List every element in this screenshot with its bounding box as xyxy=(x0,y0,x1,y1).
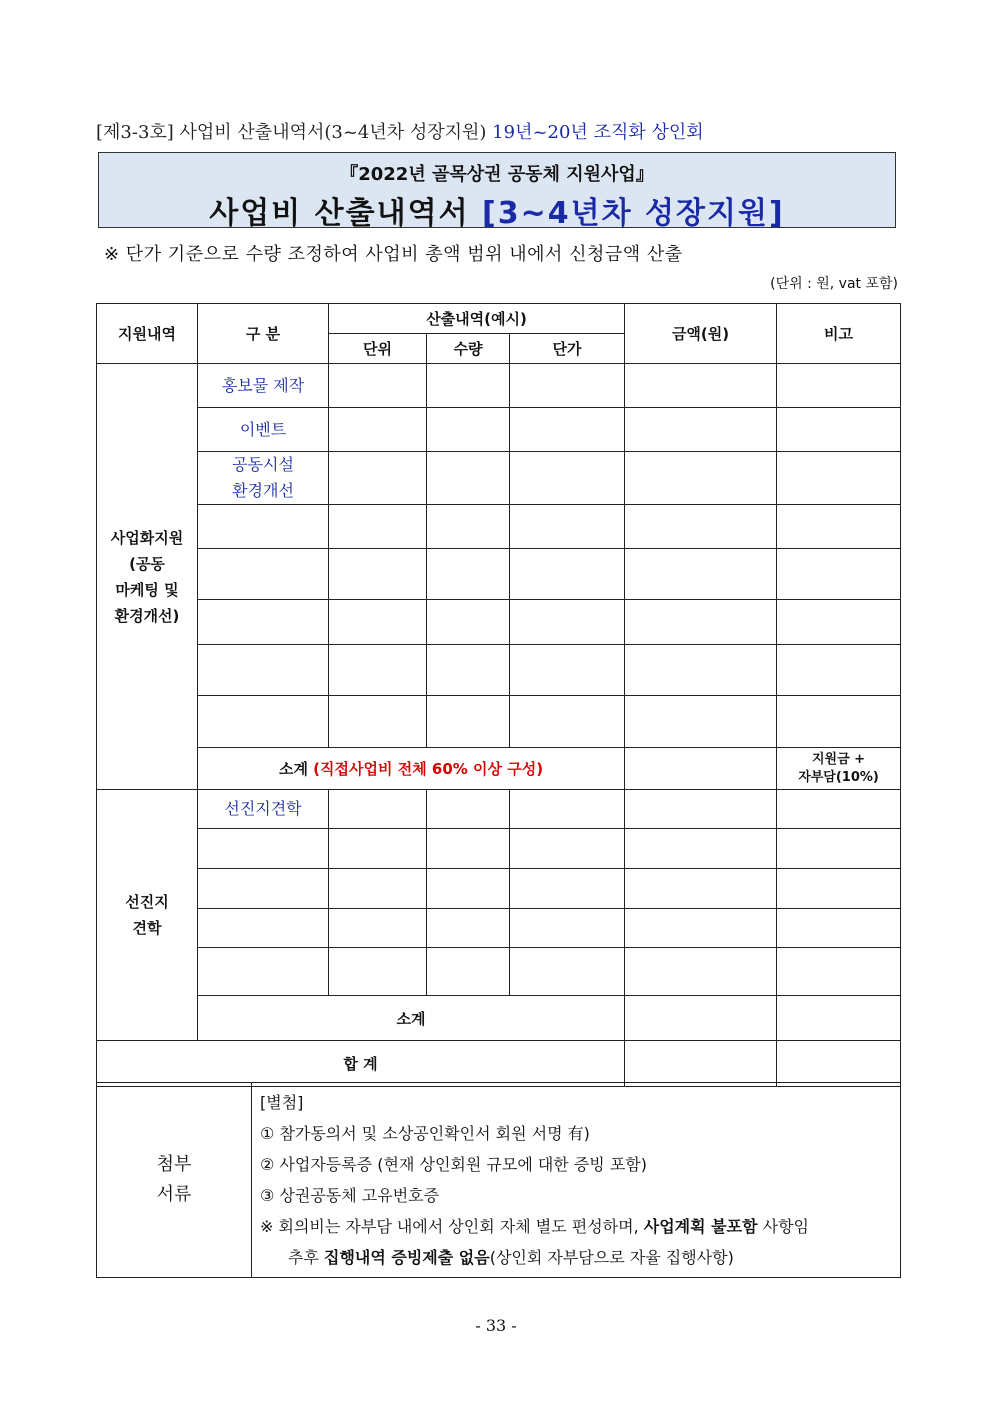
table-row xyxy=(97,600,901,645)
cell-unit-price[interactable] xyxy=(510,790,625,829)
cell-unit[interactable] xyxy=(329,364,427,408)
cell-amount[interactable] xyxy=(625,829,777,869)
cell-category[interactable] xyxy=(198,869,329,909)
cell-total-amount[interactable] xyxy=(625,1041,777,1087)
cell-amount[interactable] xyxy=(625,452,777,505)
cell-remarks[interactable] xyxy=(777,600,901,645)
cell-unit[interactable] xyxy=(329,452,427,505)
total-row xyxy=(97,1041,901,1087)
form-number-highlight: 19년~20년 조직화 상인회 xyxy=(492,122,704,143)
cell-amount[interactable] xyxy=(625,645,777,696)
table-row xyxy=(97,829,901,869)
cell-unit-price[interactable] xyxy=(510,452,625,505)
cell-unit[interactable] xyxy=(329,600,427,645)
cell-remarks[interactable] xyxy=(777,996,901,1041)
cell-remarks[interactable] xyxy=(777,829,901,869)
item-promo: 홍보물 제작 xyxy=(198,364,329,408)
subtotal-note: (직접사업비 전체 60% 이상 구성) xyxy=(313,760,544,778)
table-row xyxy=(97,549,901,600)
header-support: 지원내역 xyxy=(97,304,198,364)
page-number: - 33 - xyxy=(475,1316,517,1335)
cell-category[interactable] xyxy=(198,948,329,996)
cell-unit[interactable] xyxy=(329,948,427,996)
section1-subtotal xyxy=(198,748,625,790)
cell-amount[interactable] xyxy=(625,505,777,549)
cell-unit-price[interactable] xyxy=(510,869,625,909)
header-category: 구 분 xyxy=(198,304,329,364)
table-row xyxy=(97,505,901,549)
document-title xyxy=(99,188,895,232)
attachment-item: ② 사업자등록증 (현재 상인회원 규모에 대한 증빙 포함) xyxy=(260,1155,648,1174)
attachment-item: ① 참가동의서 및 소상공인확인서 회원 서명 有) xyxy=(260,1124,590,1143)
attachment-item: ③ 상권공동체 고유번호증 xyxy=(260,1186,440,1205)
cell-quantity[interactable] xyxy=(427,549,510,600)
cell-remarks[interactable] xyxy=(777,948,901,996)
cell-remarks[interactable] xyxy=(777,505,901,549)
section2-subtotal-row xyxy=(97,996,901,1041)
cell-remarks[interactable] xyxy=(777,696,901,748)
cell-category[interactable] xyxy=(198,505,329,549)
table-row xyxy=(97,869,901,909)
section1-label: 사업화지원 (공동 마케팅 및 환경개선) xyxy=(97,364,198,790)
cell-category[interactable] xyxy=(198,645,329,696)
header-quantity: 수량 xyxy=(427,334,510,364)
meeting-cost-notice: ※ 회의비는 자부담 내에서 상인회 자체 별도 편성하며, 사업계획 불포함 사항임 xyxy=(260,1217,809,1236)
attachments-label: 첨부 서류 xyxy=(97,1083,252,1278)
cell-remarks[interactable] xyxy=(777,408,901,452)
attachments-heading: [별첨] xyxy=(260,1093,304,1112)
cell-remarks[interactable] xyxy=(777,790,901,829)
cell-unit[interactable] xyxy=(329,829,427,869)
cell-category[interactable] xyxy=(198,909,329,948)
table-row xyxy=(97,948,901,996)
cell-amount[interactable] xyxy=(625,364,777,408)
section2-label: 선진지 견학 xyxy=(97,790,198,1041)
cell-quantity[interactable] xyxy=(427,364,510,408)
table-row xyxy=(97,452,901,505)
document-title-main: 사업비 산출내역서 xyxy=(209,196,470,231)
header-remarks: 비고 xyxy=(777,304,901,364)
cell-quantity[interactable] xyxy=(427,829,510,869)
cell-unit-price[interactable] xyxy=(510,600,625,645)
cell-unit-price[interactable] xyxy=(510,948,625,996)
budget-table xyxy=(96,303,901,1087)
cell-quantity[interactable] xyxy=(427,452,510,505)
cell-unit-price[interactable] xyxy=(510,696,625,748)
cell-amount[interactable] xyxy=(625,748,777,790)
table-row xyxy=(97,364,901,408)
header-unit: 단위 xyxy=(329,334,427,364)
form-number-label: [제3-3호] 사업비 산출내역서(3~4년차 성장지원) xyxy=(96,122,487,143)
cell-amount[interactable] xyxy=(625,408,777,452)
cell-unit[interactable] xyxy=(329,505,427,549)
cell-amount[interactable] xyxy=(625,600,777,645)
cell-unit-price[interactable] xyxy=(510,909,625,948)
cell-amount[interactable] xyxy=(625,790,777,829)
cell-unit[interactable] xyxy=(329,696,427,748)
cell-quantity[interactable] xyxy=(427,408,510,452)
cell-category[interactable] xyxy=(198,600,329,645)
cell-remarks[interactable] xyxy=(777,364,901,408)
form-number xyxy=(96,118,704,144)
cell-unit[interactable] xyxy=(329,869,427,909)
cell-unit-price[interactable] xyxy=(510,505,625,549)
cell-unit[interactable] xyxy=(329,909,427,948)
cell-unit-price[interactable] xyxy=(510,645,625,696)
cell-quantity[interactable] xyxy=(427,790,510,829)
cell-remarks[interactable] xyxy=(777,645,901,696)
unit-note: (단위 : 원, vat 포함) xyxy=(770,276,898,292)
cell-quantity[interactable] xyxy=(427,948,510,996)
item-facility: 공동시설 환경개선 xyxy=(198,452,329,505)
section2-subtotal: 소계 xyxy=(198,996,625,1041)
cell-amount[interactable] xyxy=(625,549,777,600)
cell-category[interactable] xyxy=(198,829,329,869)
cell-quantity[interactable] xyxy=(427,909,510,948)
cell-unit-price[interactable] xyxy=(510,829,625,869)
table-row xyxy=(97,696,901,748)
cell-amount[interactable] xyxy=(625,996,777,1041)
cell-unit[interactable] xyxy=(329,645,427,696)
document-title-highlight: [3~4년차 성장지원] xyxy=(482,196,785,231)
cell-unit[interactable] xyxy=(329,408,427,452)
cell-quantity[interactable] xyxy=(427,645,510,696)
header-calc: 산출내역(예시) xyxy=(329,304,625,334)
subtotal-label: 소계 xyxy=(278,760,308,778)
section1-subtotal-row xyxy=(97,748,901,790)
cell-remarks[interactable] xyxy=(777,909,901,948)
cell-unit-price[interactable] xyxy=(510,549,625,600)
item-study-tour: 선진지견학 xyxy=(198,790,329,829)
header-unit-price: 단가 xyxy=(510,334,625,364)
instruction-note: ※ 단가 기준으로 수량 조정하여 사업비 총액 범위 내에서 신청금액 산출 xyxy=(104,244,683,265)
cell-amount[interactable] xyxy=(625,869,777,909)
cell-unit[interactable] xyxy=(329,790,427,829)
table-row xyxy=(97,909,901,948)
cell-remarks[interactable] xyxy=(777,1041,901,1087)
cell-amount[interactable] xyxy=(625,909,777,948)
cell-amount[interactable] xyxy=(625,948,777,996)
total-label: 합 계 xyxy=(97,1041,625,1087)
cell-quantity[interactable] xyxy=(427,696,510,748)
attachments-body xyxy=(252,1083,901,1278)
cell-category[interactable] xyxy=(198,549,329,600)
subtotal-remark: 지원금 + 자부담(10%) xyxy=(777,748,901,790)
program-title: 『2022년 골목상권 공동체 지원사업』 xyxy=(340,164,654,185)
cell-quantity[interactable] xyxy=(427,869,510,909)
meeting-cost-notice-cont: 추후 집행내역 증빙제출 없음(상인회 자부담으로 자율 집행사항) xyxy=(288,1248,734,1267)
cell-amount[interactable] xyxy=(625,696,777,748)
attachments-table xyxy=(96,1082,901,1278)
cell-unit-price[interactable] xyxy=(510,364,625,408)
cell-quantity[interactable] xyxy=(427,505,510,549)
item-event: 이벤트 xyxy=(198,408,329,452)
cell-remarks[interactable] xyxy=(777,869,901,909)
cell-remarks[interactable] xyxy=(777,549,901,600)
cell-quantity[interactable] xyxy=(427,600,510,645)
title-box xyxy=(98,152,896,231)
cell-unit-price[interactable] xyxy=(510,408,625,452)
table-row xyxy=(97,408,901,452)
table-row xyxy=(97,790,901,829)
header-amount: 금액(원) xyxy=(625,304,777,364)
cell-category[interactable] xyxy=(198,696,329,748)
table-row xyxy=(97,645,901,696)
cell-unit[interactable] xyxy=(329,549,427,600)
cell-remarks[interactable] xyxy=(777,452,901,505)
